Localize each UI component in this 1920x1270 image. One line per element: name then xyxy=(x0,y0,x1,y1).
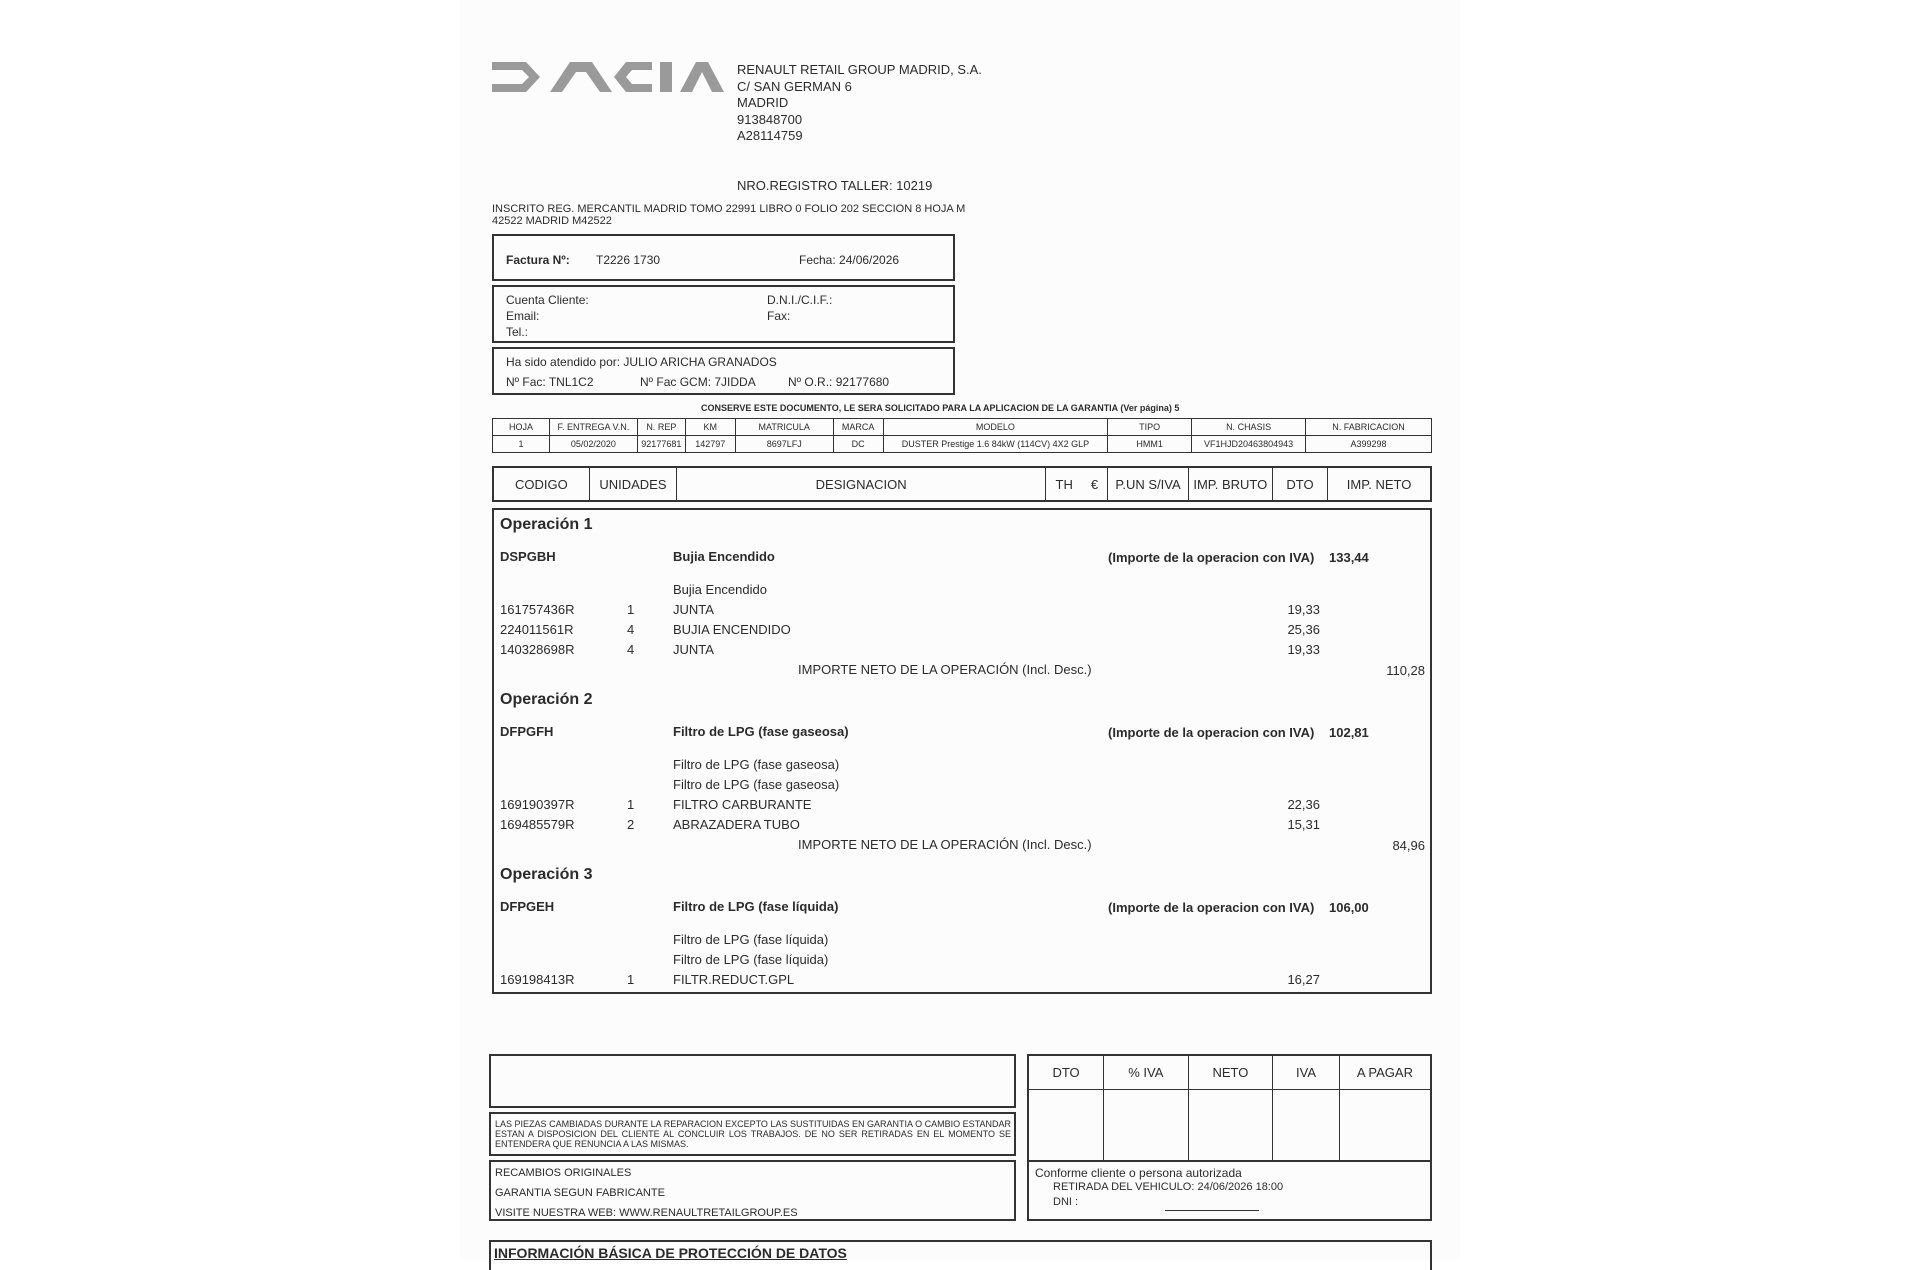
op1-item3-desc: JUNTA xyxy=(673,642,714,657)
op2-name: Filtro de LPG (fase gaseosa) xyxy=(673,724,849,739)
notes-box xyxy=(489,1054,1016,1108)
op3-desc-1: Filtro de LPG (fase líquida) xyxy=(673,932,829,947)
inscrito-line-1: INSCRITO REG. MERCANTIL MADRID TOMO 22991 LIBRO 0 FOLIO 202 SECCION 8 HOJA M xyxy=(492,203,966,215)
op3-item1-desc: FILTR.REDUCT.GPL xyxy=(673,972,795,987)
client-tel: Tel.: xyxy=(506,325,529,339)
op3-title: Operación 3 xyxy=(500,866,593,883)
op2-net-value: 84,96 xyxy=(1392,838,1425,853)
nfac-gcm: Nº Fac GCM: 7JIDDA xyxy=(640,375,756,389)
client-fax: Fax: xyxy=(767,309,791,323)
col-codigo: CODIGO xyxy=(493,467,589,501)
op1-importe-value: 133,44 xyxy=(1329,550,1369,565)
op2-item1-code: 169190397R xyxy=(500,797,575,812)
op3-code: DFPGEH xyxy=(500,899,555,914)
vv-fabricacion: A399298 xyxy=(1306,436,1432,453)
order-number: Nº O.R.: 92177680 xyxy=(788,375,890,389)
sum-neto-value xyxy=(1188,1089,1273,1161)
sum-dto: DTO xyxy=(1028,1055,1104,1089)
op1-item2-desc: BUJIA ENCENDIDO xyxy=(673,622,791,637)
op2-net-label: IMPORTE NETO DE LA OPERACIÓN (Incl. Desc.) xyxy=(798,837,1092,852)
op1-item2-units: 4 xyxy=(627,622,635,637)
vh-marca: MARCA xyxy=(833,419,883,436)
op2-item2-desc: ABRAZADERA TUBO xyxy=(673,817,800,832)
disclaimer-box xyxy=(489,1112,1016,1156)
op1-item1-units: 1 xyxy=(627,602,635,617)
recambios-box xyxy=(489,1160,1016,1221)
summary-table xyxy=(1027,1054,1432,1162)
vh-tipo: TIPO xyxy=(1108,419,1192,436)
op2-item1-desc: FILTRO CARBURANTE xyxy=(673,797,812,812)
vehicle-header-row xyxy=(493,419,1432,436)
disclaimer-text: LAS PIEZAS CAMBIADAS DURANTE LA REPARACION EXCEPTO LAS SUSTITUIDAS EN GARANTIA O CAMBIO ESTANDAR ESTAN A DISPOSICION DEL CLIENTE AL CONCLUIR LOS TRABAJOS. DE NO SER RETIRADAS EN EL MOMENTO SE ENTENDERA QUE RENUNCIA A LAS MISMAS. xyxy=(495,1119,1011,1149)
col-designacion: DESIGNACION xyxy=(677,467,1046,501)
col-imp-bruto: IMP. BRUTO xyxy=(1188,467,1272,501)
op2-item1-units: 1 xyxy=(627,797,635,812)
vh-entrega: F. ENTREGA V.N. xyxy=(549,419,637,436)
attended-by: Ha sido atendido por: JULIO ARICHA GRANADOS xyxy=(506,355,777,369)
invoice-number-label: Factura Nº: xyxy=(506,253,570,267)
op1-desc: Bujia Encendido xyxy=(673,582,767,597)
op2-code: DFPGFH xyxy=(500,724,554,739)
operations-box xyxy=(492,508,1432,994)
vh-km: KM xyxy=(685,419,735,436)
op1-item3-code: 140328698R xyxy=(500,642,575,657)
op3-item1-code: 169198413R xyxy=(500,972,575,987)
registro-taller: NRO.REGISTRO TALLER: 10219 xyxy=(737,178,933,193)
sum-a-pagar: A PAGAR xyxy=(1339,1055,1431,1089)
vh-nrep: N. REP xyxy=(637,419,685,436)
conserve-note: CONSERVE ESTE DOCUMENTO, LE SERA SOLICITADO PARA LA APLICACION DE LA GARANTIA (Ver página) 5 xyxy=(701,403,1180,413)
invoice-number-box xyxy=(492,234,955,281)
vh-chasis: N. CHASIS xyxy=(1192,419,1306,436)
op1-code: DSPGBH xyxy=(500,549,556,564)
vv-chasis: VF1HJD20463804943 xyxy=(1192,436,1306,453)
op2-title: Operación 2 xyxy=(500,691,593,708)
op3-importe-label: (Importe de la operacion con IVA) xyxy=(1108,900,1315,915)
items-header-table xyxy=(492,466,1432,502)
summary-header-row xyxy=(1028,1055,1431,1089)
vv-hoja: 1 xyxy=(493,436,550,453)
op2-item1-price: 22,36 xyxy=(1287,797,1320,812)
company-city: MADRID xyxy=(737,95,789,110)
vehicle-values-row xyxy=(493,436,1432,453)
company-cif: A28114759 xyxy=(737,128,803,143)
company-name: RENAULT RETAIL GROUP MADRID, S.A. xyxy=(737,62,982,77)
col-pun: P.UN S/IVA xyxy=(1108,467,1188,501)
client-box xyxy=(492,285,955,343)
op2-item2-price: 15,31 xyxy=(1287,817,1320,832)
op3-item1-price: 16,27 xyxy=(1287,972,1320,987)
web-text: VISITE NUESTRA WEB: WWW.RENAULTRETAILGROUP.ES xyxy=(495,1207,798,1219)
vv-modelo: DUSTER Prestige 1.6 84kW (114CV) 4X2 GLP xyxy=(883,436,1108,453)
vehicle-table xyxy=(492,418,1432,453)
nfac: Nº Fac: TNL1C2 xyxy=(506,375,594,389)
sum-iva-value xyxy=(1273,1089,1340,1161)
sum-dto-value xyxy=(1028,1089,1104,1161)
vv-marca: DC xyxy=(833,436,883,453)
op1-title: Operación 1 xyxy=(500,516,593,533)
col-dto: DTO xyxy=(1272,467,1327,501)
sum-iva: IVA xyxy=(1273,1055,1340,1089)
vh-hoja: HOJA xyxy=(493,419,550,436)
op1-item2-code: 224011561R xyxy=(500,622,574,637)
recambios-text: RECAMBIOS ORIGINALES xyxy=(495,1167,632,1179)
client-email: Email: xyxy=(506,309,540,323)
op3-desc-2: Filtro de LPG (fase líquida) xyxy=(673,952,829,967)
sum-neto: NETO xyxy=(1188,1055,1273,1089)
op2-item2-units: 2 xyxy=(627,817,635,832)
client-dni: D.N.I./C.I.F.: xyxy=(767,293,833,307)
vv-km: 142797 xyxy=(685,436,735,453)
data-protection-title: INFORMACIÓN BÁSICA DE PROTECCIÓN DE DATOS xyxy=(494,1245,847,1261)
op3-item1-units: 1 xyxy=(627,972,635,987)
signature-line xyxy=(1165,1210,1259,1211)
attended-box xyxy=(492,347,955,395)
company-phone: 913848700 xyxy=(737,112,803,127)
op1-item1-code: 161757436R xyxy=(500,602,575,617)
client-account: Cuenta Cliente: xyxy=(506,293,589,307)
vh-fabricacion: N. FABRICACION xyxy=(1306,419,1432,436)
op3-name: Filtro de LPG (fase líquida) xyxy=(673,899,839,914)
op2-importe-value: 102,81 xyxy=(1329,725,1369,740)
vv-tipo: HMM1 xyxy=(1108,436,1192,453)
vv-nrep: 92177681 xyxy=(637,436,685,453)
sum-iva-pct-value xyxy=(1104,1089,1188,1161)
items-header-row xyxy=(493,467,1431,501)
op2-importe-label: (Importe de la operacion con IVA) xyxy=(1108,725,1315,740)
vh-modelo: MODELO xyxy=(883,419,1108,436)
invoice-number: T2226 1730 xyxy=(596,253,661,267)
data-protection-box xyxy=(489,1240,1432,1270)
op1-item2-price: 25,36 xyxy=(1287,622,1320,637)
summary-values-row xyxy=(1028,1089,1431,1161)
company-street: C/ SAN GERMAN 6 xyxy=(737,79,852,94)
conforme-text: Conforme cliente o persona autorizada xyxy=(1035,1166,1242,1180)
col-imp-neto: IMP. NETO xyxy=(1328,467,1431,501)
op3-importe-value: 106,00 xyxy=(1329,900,1369,915)
op1-name: Bujia Encendido xyxy=(673,549,775,564)
invoice-date: Fecha: 24/06/2026 xyxy=(799,253,900,267)
inscrito-mercantil xyxy=(492,203,965,227)
vh-matricula: MATRICULA xyxy=(735,419,833,436)
garantia-text: GARANTIA SEGUN FABRICANTE xyxy=(495,1187,665,1199)
op1-net-value: 110,28 xyxy=(1386,663,1425,678)
dacia-logo xyxy=(492,62,724,92)
col-unidades: UNIDADES xyxy=(589,467,676,501)
op1-item1-desc: JUNTA xyxy=(673,602,714,617)
dni-label: DNI : xyxy=(1053,1196,1079,1208)
inscrito-line-2: 42522 MADRID M42522 xyxy=(492,215,612,227)
op1-importe-label: (Importe de la operacion con IVA) xyxy=(1108,550,1315,565)
op1-item3-price: 19,33 xyxy=(1287,642,1320,657)
op1-item1-price: 19,33 xyxy=(1287,602,1320,617)
sum-a-pagar-value xyxy=(1339,1089,1431,1161)
retirada-text: RETIRADA DEL VEHICULO: 24/06/2026 18:00 xyxy=(1053,1181,1284,1193)
conforme-box xyxy=(1027,1160,1432,1221)
vv-entrega: 05/02/2020 xyxy=(549,436,637,453)
vv-matricula: 8697LFJ xyxy=(735,436,833,453)
col-th: TH € xyxy=(1046,467,1108,501)
op2-desc-2: Filtro de LPG (fase gaseosa) xyxy=(673,777,840,792)
sum-iva-pct: % IVA xyxy=(1104,1055,1188,1089)
op1-item3-units: 4 xyxy=(627,642,635,657)
op2-item2-code: 169485579R xyxy=(500,817,575,832)
op1-net-label: IMPORTE NETO DE LA OPERACIÓN (Incl. Desc.) xyxy=(798,662,1092,677)
op2-desc-1: Filtro de LPG (fase gaseosa) xyxy=(673,757,840,772)
